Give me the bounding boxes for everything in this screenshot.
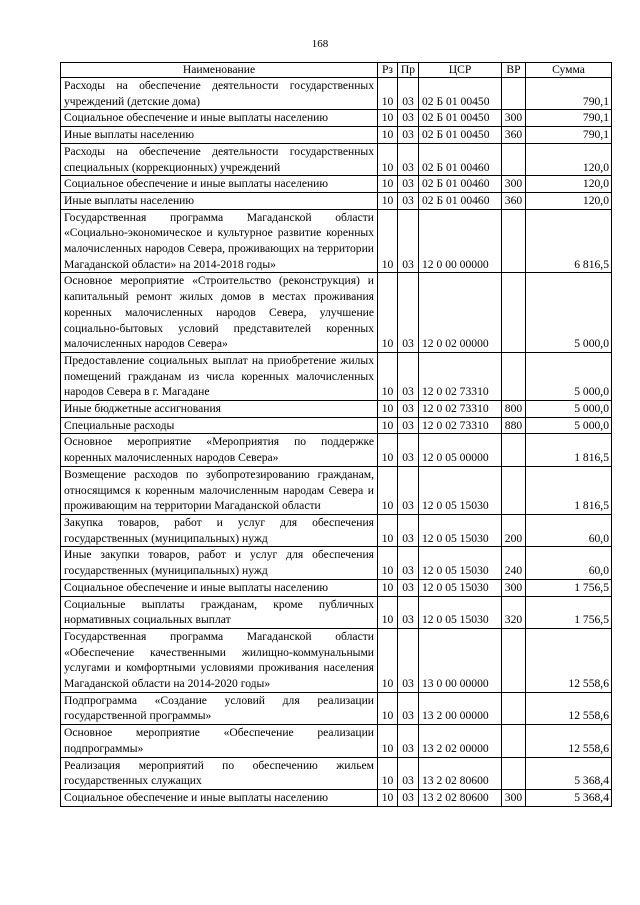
- table-row: [61, 757, 612, 789]
- cell-rz: 10: [378, 143, 398, 175]
- cell-name: Государственная программа Магаданской области «Обеспечение качественными жилищно-коммунальными услугами и комфортными условиями проживания населения Магаданской области на 2014-2020 годы»: [61, 628, 378, 692]
- cell-vr: [502, 352, 526, 400]
- cell-name: Предоставление социальных выплат на приобретение жилых помещений гражданам из числа коренных малочисленных народов Севера в г. Магадане: [61, 352, 378, 400]
- cell-csr: 12 0 02 00000: [419, 273, 502, 353]
- cell-name: Расходы на обеспечение деятельности государственных специальных (коррекционных) учреждений: [61, 143, 378, 175]
- cell-pr: 03: [398, 209, 419, 273]
- cell-rz: 10: [378, 127, 398, 144]
- cell-name: Расходы на обеспечение деятельности государственных учреждений (детские дома): [61, 78, 378, 110]
- cell-pr: 03: [398, 192, 419, 209]
- cell-name: Иные закупки товаров, работ и услуг для обеспечения государственных (муниципальных) нужд: [61, 547, 378, 579]
- table-row: [61, 596, 612, 628]
- cell-pr: 03: [398, 143, 419, 175]
- cell-rz: 10: [378, 273, 398, 353]
- cell-vr: 300: [502, 110, 526, 127]
- table-row: [61, 434, 612, 466]
- cell-vr: 800: [502, 401, 526, 418]
- table-row: [61, 514, 612, 546]
- cell-pr: 03: [398, 401, 419, 418]
- cell-rz: 10: [378, 514, 398, 546]
- cell-name: Иные выплаты населению: [61, 192, 378, 209]
- cell-sum: 60,0: [526, 514, 612, 546]
- cell-vr: 200: [502, 514, 526, 546]
- cell-pr: 03: [398, 789, 419, 806]
- cell-sum: 12 558,6: [526, 692, 612, 724]
- cell-sum: 790,1: [526, 78, 612, 110]
- table-row: [61, 176, 612, 193]
- cell-sum: 5 368,4: [526, 789, 612, 806]
- cell-name: Специальные расходы: [61, 417, 378, 434]
- column-header-vr: ВР: [502, 63, 526, 78]
- column-header-csr: ЦСР: [419, 63, 502, 78]
- cell-csr: 02 Б 01 00460: [419, 143, 502, 175]
- cell-sum: 12 558,6: [526, 725, 612, 757]
- cell-pr: 03: [398, 514, 419, 546]
- cell-rz: 10: [378, 596, 398, 628]
- cell-sum: 1 756,5: [526, 596, 612, 628]
- cell-name: Закупка товаров, работ и услуг для обеспечения государственных (муниципальных) нужд: [61, 514, 378, 546]
- budget-table: [60, 62, 612, 807]
- cell-vr: [502, 628, 526, 692]
- table-row: [61, 78, 612, 110]
- cell-vr: 300: [502, 176, 526, 193]
- cell-name: Социальное обеспечение и иные выплаты населению: [61, 789, 378, 806]
- cell-pr: 03: [398, 757, 419, 789]
- cell-name: Государственная программа Магаданской области «Социально-экономическое и культурное развитие коренных малочисленных народов Севера, проживающих на территории Магаданской области» на 2014-2018 годы»: [61, 209, 378, 273]
- cell-csr: 12 0 05 15030: [419, 514, 502, 546]
- table-row: [61, 127, 612, 144]
- cell-sum: 60,0: [526, 547, 612, 579]
- cell-rz: 10: [378, 78, 398, 110]
- cell-pr: 03: [398, 692, 419, 724]
- cell-rz: 10: [378, 579, 398, 596]
- cell-pr: 03: [398, 273, 419, 353]
- cell-name: Основное мероприятие «Мероприятия по поддержке коренных малочисленных народов Севера»: [61, 434, 378, 466]
- cell-rz: 10: [378, 757, 398, 789]
- cell-vr: [502, 466, 526, 514]
- cell-pr: 03: [398, 417, 419, 434]
- cell-csr: 02 Б 01 00460: [419, 176, 502, 193]
- cell-csr: 13 0 00 00000: [419, 628, 502, 692]
- cell-sum: 5 000,0: [526, 417, 612, 434]
- table-row: [61, 628, 612, 692]
- cell-vr: [502, 757, 526, 789]
- cell-name: Основное мероприятие «Обеспечение реализации подпрограммы»: [61, 725, 378, 757]
- cell-name: Социальное обеспечение и иные выплаты населению: [61, 579, 378, 596]
- table-body: [61, 78, 612, 807]
- cell-sum: 1 816,5: [526, 466, 612, 514]
- cell-pr: 03: [398, 352, 419, 400]
- table-row: [61, 547, 612, 579]
- column-header-rz: Рз: [378, 63, 398, 78]
- table-row: [61, 110, 612, 127]
- cell-csr: 13 2 00 00000: [419, 692, 502, 724]
- table-row: [61, 143, 612, 175]
- cell-csr: 02 Б 01 00460: [419, 192, 502, 209]
- cell-vr: 320: [502, 596, 526, 628]
- cell-pr: 03: [398, 547, 419, 579]
- cell-csr: 02 Б 01 00450: [419, 110, 502, 127]
- cell-csr: 12 0 02 73310: [419, 401, 502, 418]
- cell-vr: [502, 143, 526, 175]
- cell-pr: 03: [398, 127, 419, 144]
- cell-rz: 10: [378, 352, 398, 400]
- cell-rz: 10: [378, 547, 398, 579]
- cell-vr: 240: [502, 547, 526, 579]
- cell-sum: 6 816,5: [526, 209, 612, 273]
- cell-vr: [502, 209, 526, 273]
- cell-rz: 10: [378, 725, 398, 757]
- cell-csr: 12 0 02 73310: [419, 352, 502, 400]
- table-row: [61, 273, 612, 353]
- cell-rz: 10: [378, 692, 398, 724]
- cell-name: Иные бюджетные ассигнования: [61, 401, 378, 418]
- cell-sum: 1 816,5: [526, 434, 612, 466]
- cell-name: Подпрограмма «Создание условий для реализации государственной программы»: [61, 692, 378, 724]
- cell-name: Иные выплаты населению: [61, 127, 378, 144]
- table-row: [61, 417, 612, 434]
- cell-sum: 1 756,5: [526, 579, 612, 596]
- cell-vr: 300: [502, 579, 526, 596]
- cell-name: Социальное обеспечение и иные выплаты населению: [61, 110, 378, 127]
- cell-csr: 12 0 05 00000: [419, 434, 502, 466]
- table-row: [61, 789, 612, 806]
- cell-csr: 13 2 02 80600: [419, 789, 502, 806]
- table-row: [61, 401, 612, 418]
- cell-sum: 120,0: [526, 176, 612, 193]
- cell-csr: 12 0 02 73310: [419, 417, 502, 434]
- cell-name: Социальные выплаты гражданам, кроме публичных нормативных социальных выплат: [61, 596, 378, 628]
- cell-sum: 5 368,4: [526, 757, 612, 789]
- cell-csr: 02 Б 01 00450: [419, 78, 502, 110]
- cell-name: Возмещение расходов по зубопротезированию гражданам, относящимся к коренным малочисленным народам Севера и проживающим на территории Магаданской области: [61, 466, 378, 514]
- table-row: [61, 692, 612, 724]
- cell-name: Социальное обеспечение и иные выплаты населению: [61, 176, 378, 193]
- cell-rz: 10: [378, 434, 398, 466]
- cell-rz: 10: [378, 417, 398, 434]
- cell-rz: 10: [378, 192, 398, 209]
- cell-pr: 03: [398, 628, 419, 692]
- cell-vr: [502, 78, 526, 110]
- cell-csr: 02 Б 01 00450: [419, 127, 502, 144]
- cell-sum: 5 000,0: [526, 401, 612, 418]
- table-row: [61, 579, 612, 596]
- cell-vr: [502, 725, 526, 757]
- cell-csr: 12 0 00 00000: [419, 209, 502, 273]
- cell-vr: 300: [502, 789, 526, 806]
- table-row: [61, 725, 612, 757]
- cell-vr: [502, 692, 526, 724]
- cell-csr: 12 0 05 15030: [419, 466, 502, 514]
- cell-sum: 790,1: [526, 110, 612, 127]
- cell-pr: 03: [398, 466, 419, 514]
- column-header-pr: Пр: [398, 63, 419, 78]
- cell-vr: [502, 434, 526, 466]
- cell-pr: 03: [398, 579, 419, 596]
- cell-rz: 10: [378, 466, 398, 514]
- cell-vr: 880: [502, 417, 526, 434]
- cell-pr: 03: [398, 596, 419, 628]
- cell-rz: 10: [378, 110, 398, 127]
- column-header-sum: Сумма: [526, 63, 612, 78]
- cell-sum: 5 000,0: [526, 352, 612, 400]
- cell-rz: 10: [378, 176, 398, 193]
- table-row: [61, 352, 612, 400]
- cell-pr: 03: [398, 434, 419, 466]
- cell-rz: 10: [378, 628, 398, 692]
- cell-pr: 03: [398, 725, 419, 757]
- table-row: [61, 466, 612, 514]
- cell-vr: 360: [502, 192, 526, 209]
- cell-csr: 12 0 05 15030: [419, 547, 502, 579]
- cell-sum: 120,0: [526, 143, 612, 175]
- cell-csr: 13 2 02 00000: [419, 725, 502, 757]
- table-row: [61, 209, 612, 273]
- cell-sum: 12 558,6: [526, 628, 612, 692]
- cell-sum: 120,0: [526, 192, 612, 209]
- table-row: [61, 192, 612, 209]
- cell-csr: 13 2 02 80600: [419, 757, 502, 789]
- page-number: 168: [311, 38, 329, 50]
- cell-rz: 10: [378, 209, 398, 273]
- cell-pr: 03: [398, 78, 419, 110]
- cell-sum: 5 000,0: [526, 273, 612, 353]
- cell-csr: 12 0 05 15030: [419, 579, 502, 596]
- cell-csr: 12 0 05 15030: [419, 596, 502, 628]
- cell-rz: 10: [378, 789, 398, 806]
- cell-name: Реализация мероприятий по обеспечению жильем государственных служащих: [61, 757, 378, 789]
- cell-sum: 790,1: [526, 127, 612, 144]
- table-header-row: [61, 63, 612, 78]
- cell-vr: 360: [502, 127, 526, 144]
- column-header-name: Наименование: [61, 63, 378, 78]
- cell-pr: 03: [398, 110, 419, 127]
- cell-vr: [502, 273, 526, 353]
- cell-pr: 03: [398, 176, 419, 193]
- cell-rz: 10: [378, 401, 398, 418]
- cell-name: Основное мероприятие «Строительство (реконструкция) и капитальный ремонт жилых домов в местах проживания коренных малочисленных народов Севера, улучшение социально-бытовых условий представителей коренных малочисленных народов Севера»: [61, 273, 378, 353]
